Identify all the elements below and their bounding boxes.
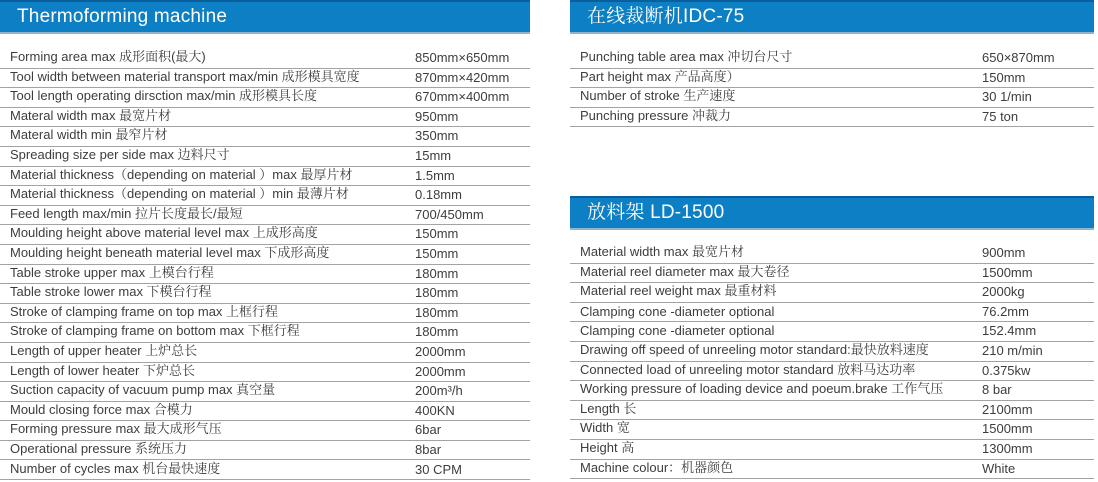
spec-label: Clamping cone -diameter optional [580, 323, 775, 339]
spec-label: Machine colour：机器颜色 [580, 459, 734, 475]
spec-value: 350mm [415, 128, 459, 144]
spec-value: 180mm [415, 265, 459, 281]
spec-value: 650×870mm [982, 50, 1055, 66]
unwinder-ld-1500-table [570, 196, 1094, 479]
spec-row [0, 460, 530, 480]
spec-value: 1.5mm [415, 167, 455, 183]
spec-value: 200m³/h [415, 383, 463, 399]
spec-label: Length 长 [580, 400, 637, 416]
spec-value: 152.4mm [982, 323, 1037, 339]
spec-label: Moulding height above material level max 上成形高度 [10, 225, 318, 241]
spec-label: Spreading size per side max 边料尺寸 [10, 147, 230, 163]
spec-label: Length of lower heater 下炉总长 [10, 362, 195, 378]
spec-row [570, 460, 1094, 480]
spec-value: 150mm [982, 69, 1026, 85]
spec-row [570, 401, 1094, 421]
spec-value: 900mm [982, 245, 1026, 261]
spec-value: 1500mm [982, 421, 1033, 437]
spec-value: 400KN [415, 402, 455, 418]
spec-value: 180mm [415, 285, 459, 301]
spec-label: Material reel diameter max 最大卷径 [580, 263, 790, 279]
inline-cutter-idc-75-table-rows [570, 49, 1094, 127]
spec-row [570, 283, 1094, 303]
spec-value: 150mm [415, 246, 459, 262]
spec-row [570, 420, 1094, 440]
spec-label: Tool length operating dirsction max/min 成形模具长度 [10, 88, 318, 104]
spec-value: 6bar [415, 422, 442, 438]
spec-label: Mould closing force max 合模力 [10, 401, 193, 417]
spec-label: Material thickness（depending on material ）max 最厚片材 [10, 166, 353, 182]
spec-value: 870mm×420mm [415, 69, 510, 85]
spec-value: 8bar [415, 441, 442, 457]
spec-row [570, 303, 1094, 323]
spec-label: Material thickness（depending on material ）min 最薄片材 [10, 186, 349, 202]
spec-label: Number of stroke 生产速度 [580, 88, 736, 104]
thermoforming-machine-table-title: Thermoforming machine [0, 0, 530, 34]
spec-value: 1500mm [982, 264, 1033, 280]
spec-label: Operational pressure 系统压力 [10, 440, 188, 456]
spec-label: Forming area max 成形面积(最大) [10, 49, 206, 65]
spec-value: 2000mm [415, 344, 466, 359]
inline-cutter-idc-75-table-title: 在线裁断机IDC-75 [570, 0, 1094, 34]
spec-label: Materal width max 最宽片材 [10, 107, 172, 123]
spec-value: 0.18mm [415, 187, 462, 203]
spec-label: Part height max 产品高度） [580, 68, 740, 84]
spec-row [570, 108, 1094, 128]
spec-value: White [982, 460, 1016, 476]
spec-label: Materal width min 最窄片材 [10, 127, 168, 143]
spec-value: 75 ton [982, 108, 1019, 124]
spec-value: 0.375kw [982, 362, 1031, 378]
inline-cutter-idc-75-table [570, 0, 1094, 127]
spec-value: 1300mm [982, 441, 1033, 457]
spec-label: Table stroke upper max 上模台行程 [10, 264, 214, 280]
spec-label: Forming pressure max 最大成形气压 [10, 421, 222, 437]
spec-label: Material reel weight max 最重材料 [580, 283, 777, 299]
spec-value: 950mm [415, 108, 459, 124]
thermoforming-machine-table [0, 0, 530, 480]
spec-value: 700/450mm [415, 206, 484, 222]
spec-label: Stroke of clamping frame on bottom max 下框行程 [10, 323, 300, 339]
spec-label: Connected load of unreeling motor standard 放料马达功率 [580, 361, 916, 377]
spec-value: 180mm [415, 324, 459, 340]
spec-value: 2000mm [415, 363, 466, 379]
spec-label: Moulding height beneath material level max 下成形高度 [10, 245, 330, 261]
spec-value: 8 bar [982, 382, 1012, 398]
spec-label: Table stroke lower max 下模台行程 [10, 284, 212, 300]
spec-value: 850mm×650mm [415, 50, 510, 66]
unwinder-ld-1500-table-rows [570, 244, 1094, 479]
spec-value: 150mm [415, 226, 459, 242]
spec-value: 2100mm [982, 401, 1033, 417]
spec-label: Stroke of clamping frame on top max 上框行程 [10, 303, 279, 319]
spec-value: 15mm [415, 148, 452, 164]
unwinder-ld-1500-table-title: 放料架 LD-1500 [570, 196, 1094, 230]
spec-value: 180mm [415, 304, 459, 320]
spec-value: 30 1/min [982, 89, 1032, 105]
spec-label: Feed length max/min 拉片长度最长/最短 [10, 205, 243, 221]
spec-row [570, 381, 1094, 401]
spec-label: Material width max 最宽片材 [580, 244, 744, 260]
spec-label: Drawing off speed of unreeling motor standard:最快放料速度 [580, 342, 929, 358]
spec-value: 2000kg [982, 284, 1025, 300]
spec-label: Clamping cone -diameter optional [580, 303, 775, 319]
spec-label: Punching table area max 冲切台尺寸 [580, 49, 793, 65]
spec-label: Punching pressure 冲裁力 [580, 107, 732, 123]
spec-label: Working pressure of loading device and poeum.brake 工作气压 [580, 381, 944, 397]
spec-label: Tool width between material transport max/min 成形模具宽度 [10, 68, 360, 84]
spec-label: Height 高 [580, 440, 635, 456]
thermoforming-machine-table-rows [0, 49, 530, 480]
spec-value: 76.2mm [982, 303, 1029, 319]
spec-value: 670mm×400mm [415, 89, 510, 105]
spec-label: Number of cycles max 机台最快速度 [10, 460, 221, 476]
spec-value: 210 m/min [982, 343, 1043, 359]
spec-value: 30 CPM [415, 461, 462, 477]
spec-label: Width 宽 [580, 420, 630, 436]
spec-label: Suction capacity of vacuum pump max 真空量 [10, 382, 276, 398]
spec-label: Length of upper heater 上炉总长 [10, 343, 198, 358]
